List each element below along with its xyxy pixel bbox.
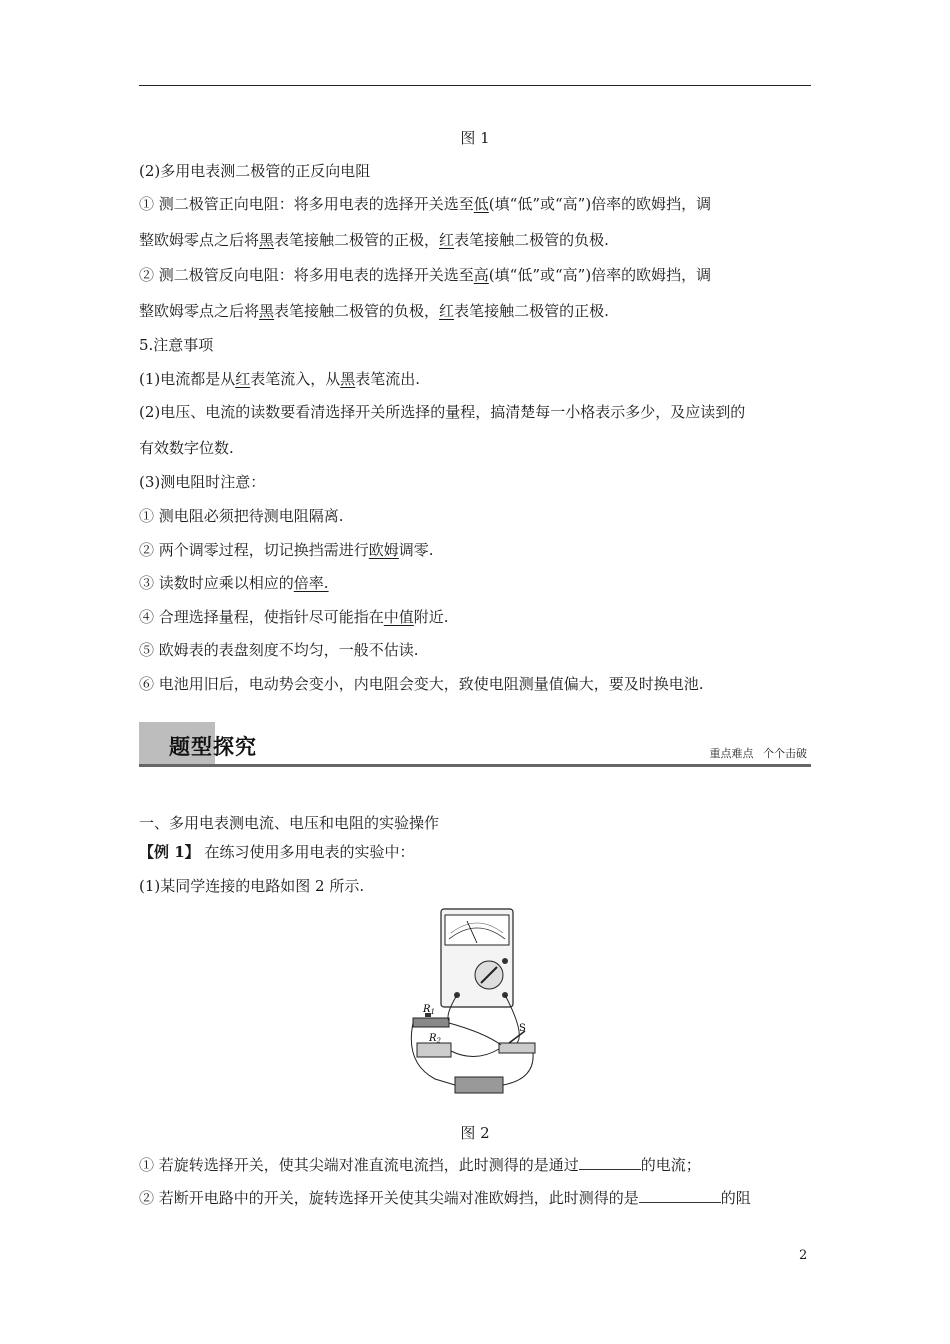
diode-heading: (2)多用电表测二极管的正反向电阻 (139, 162, 371, 180)
answer-black: 黑 (259, 302, 275, 320)
example-label: 【例 1】 (139, 843, 200, 861)
r1-rheostat (413, 1018, 449, 1027)
answer-ohm: 欧姆 (368, 541, 399, 559)
note-3-item-6: ⑥ 电池用旧后，电动势会变小，内电阻会变大，致使电阻测量值偏大，要及时换电池. (139, 675, 704, 693)
note-2-line1: (2)电压、电流的读数要看清选择开关所选择的量程，搞清楚每一小格表示多少，及应读到的 (139, 403, 746, 421)
answer-red: 红 (439, 231, 455, 249)
example-1: 【例 1】 在练习使用多用电表的实验中： (139, 843, 415, 861)
answer-black: 黑 (259, 231, 275, 249)
answer-red: 红 (235, 370, 251, 388)
figure1-caption: 图 1 (460, 129, 490, 147)
exercise-section-title: 一、多用电表测电流、电压和电阻的实验操作 (139, 814, 440, 832)
r2-resistor (417, 1043, 451, 1057)
battery-box (455, 1077, 503, 1093)
diode-reverse-line2: 整欧姆零点之后将黑表笔接触二极管的负极，红表笔接触二极管的正极. (139, 302, 609, 320)
page-number: 2 (799, 1248, 808, 1263)
diode-forward-line2: 整欧姆零点之后将黑表笔接触二极管的正极，红表笔接触二极管的负极. (139, 231, 609, 249)
label-s: S (519, 1023, 526, 1034)
multimeter-dial (445, 915, 509, 945)
note-3-item-4: ④ 合理选择量程，使指针尽可能指在中值附近. (139, 608, 449, 626)
diode-forward-line1: ① 测二极管正向电阻：将多用电表的选择开关选至低(填“低”或“高”)倍率的欧姆挡，调 (139, 195, 712, 213)
answer-black: 黑 (340, 370, 356, 388)
answer-high: 高 (473, 266, 489, 284)
note-2-line2: 有效数字位数. (139, 439, 234, 457)
answer-median: 中值 (383, 608, 414, 626)
header-rule (139, 85, 811, 86)
label-r1: $R_1$ (423, 1004, 435, 1016)
answer-multiplier: 倍率. (293, 574, 329, 592)
note-3-item-5: ⑤ 欧姆表的表盘刻度不均匀，一般不估读. (139, 641, 419, 659)
label-r2: $R_2$ (429, 1033, 441, 1045)
diode-reverse-line1: ② 测二极管反向电阻：将多用电表的选择开关选至高(填“低”或“高”)倍率的欧姆挡，调 (139, 266, 712, 284)
answer-red: 红 (439, 302, 455, 320)
answer-blank-2 (639, 1188, 721, 1203)
question-1a: ① 若旋转选择开关，使其尖端对准直流电流挡，此时测得的是通过 的电流； (139, 1156, 701, 1174)
note-3-item-2: ② 两个调零过程，切记换挡需进行欧姆调零. (139, 541, 434, 559)
question-1: (1)某同学连接的电路如图 2 所示. (139, 877, 365, 895)
figure2-caption: 图 2 (460, 1124, 490, 1142)
note-1: (1)电流都是从红表笔流入，从黑表笔流出. (139, 370, 421, 388)
note-3-item-1: ① 测电阻必须把待测电阻隔离. (139, 507, 344, 525)
banner-subtitle: 重点难点 个个击破 (709, 747, 807, 760)
circuit-illustration (405, 903, 545, 1103)
section-banner (139, 722, 811, 768)
banner-rule (139, 764, 811, 767)
note-3-heading: (3)测电阻时注意： (139, 473, 266, 491)
answer-blank-1 (579, 1155, 641, 1170)
notes-heading: 5.注意事项 (139, 336, 214, 354)
question-1b: ② 若断开电路中的开关，旋转选择开关使其尖端对准欧姆挡，此时测得的是 的阻 (139, 1189, 751, 1207)
switch-s (499, 1043, 535, 1053)
figure-2-circuit (405, 903, 545, 1103)
banner-title: 题型探究 (169, 735, 257, 759)
note-3-item-3: ③ 读数时应乘以相应的倍率. (139, 574, 329, 592)
answer-low: 低 (473, 195, 489, 213)
